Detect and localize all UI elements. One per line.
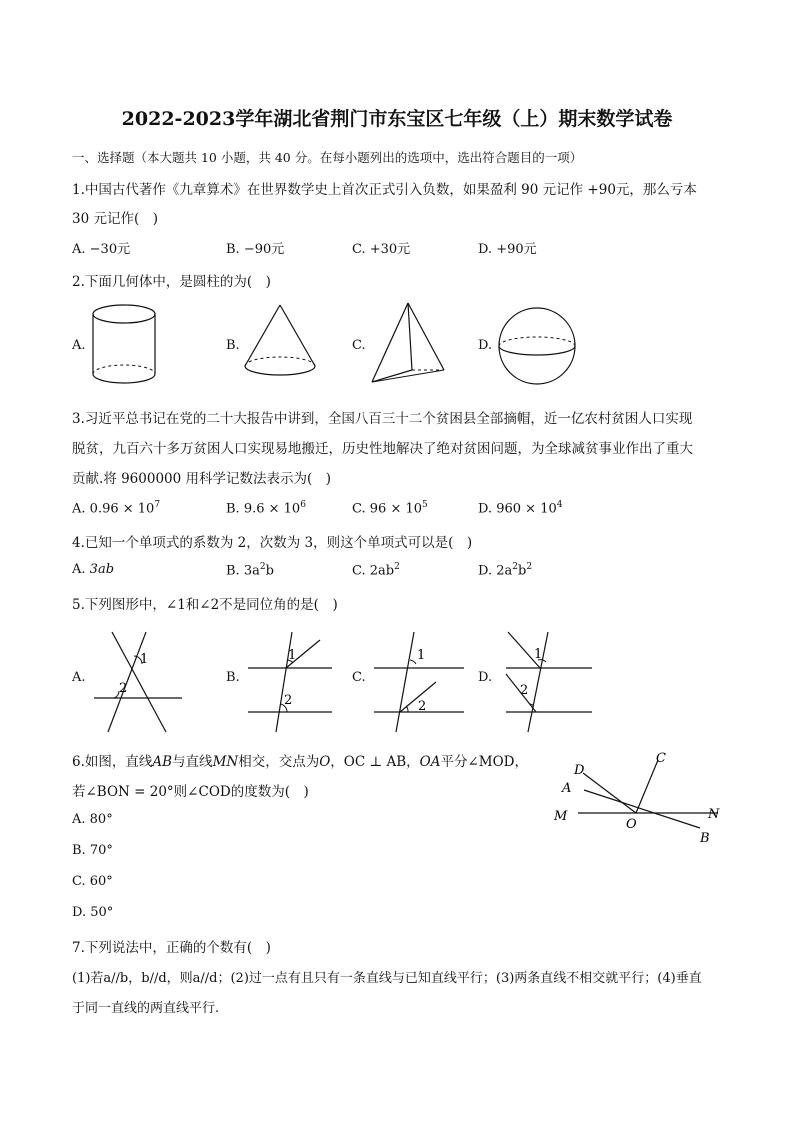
q2-label-a[interactable]: A. <box>72 338 86 353</box>
angle-2-label: 2 <box>520 683 529 698</box>
q5-stem: 5.下列图形中，∠1和∠2不是同位角的是( ) <box>72 597 338 613</box>
fig-label-m: M <box>554 809 568 824</box>
fig-label-b: B <box>700 831 710 846</box>
pyramid-icon <box>368 298 448 388</box>
q6-text: 平分∠MOD， <box>440 754 528 770</box>
angle-2-label: 2 <box>284 693 293 708</box>
q6-figure <box>548 748 738 848</box>
angle-1-label: 1 <box>288 648 297 663</box>
option-exponent: 6 <box>300 500 306 510</box>
q2-label-c[interactable]: C. <box>352 338 366 353</box>
option-expression-tail: b <box>518 563 527 579</box>
q4-option-a[interactable] <box>72 562 114 577</box>
option-exponent: 7 <box>154 500 161 510</box>
angle-2-label: 2 <box>119 681 128 696</box>
q6-option-a[interactable]: A. 80° <box>72 812 113 827</box>
sphere-icon <box>496 305 578 387</box>
q5-label-b[interactable]: B. <box>226 670 240 685</box>
q7-line1: (1)若a//b，b//d，则a//d；(2)过一点有且只有一条直线与已知直线平行；(3)两条直线不相交就平行；(4)垂直 <box>72 971 702 986</box>
page-title: 2022-2023学年湖北省荆门市东宝区七年级（上）期末数学试卷 <box>121 108 673 130</box>
q7-stem: 7.下列说法中，正确的个数有( ) <box>72 940 271 956</box>
q7-line2: 于同一直线的两直线平行. <box>72 1001 220 1016</box>
fig-label-a: A <box>562 781 572 796</box>
q5-figure-d <box>502 628 596 736</box>
option-base: 96 × 10 <box>369 501 423 517</box>
fig-label-n: N <box>708 807 720 822</box>
cylinder-icon <box>86 300 162 388</box>
option-expression-tail: b <box>265 563 274 579</box>
fig-label-o: O <box>626 817 637 832</box>
q3-option-b[interactable] <box>226 500 306 516</box>
q6-text: ，OC ⊥ AB， <box>330 754 420 770</box>
option-label: A. <box>72 501 86 517</box>
section-heading: 一、选择题（本大题共 10 小题，共 40 分。在每小题列出的选项中，选出符合题目的一项） <box>72 150 583 165</box>
option-label: B. <box>226 501 240 517</box>
q4-stem: 4.已知一个单项式的系数为 2，次数为 3，则这个单项式可以是( ) <box>72 535 473 551</box>
q3-option-d[interactable] <box>478 500 562 516</box>
option-label: B. <box>226 563 240 579</box>
option-exponent: 5 <box>422 500 428 510</box>
option-expression: 2a <box>496 563 513 579</box>
option-label: C. <box>352 501 366 517</box>
q1-option-a[interactable]: A. −30元 <box>72 242 131 257</box>
q6-var: MN <box>212 754 239 770</box>
option-exponent: 2 <box>526 562 533 572</box>
q6-text: 与直线 <box>172 754 213 770</box>
angle-1-label: 1 <box>140 652 149 667</box>
q6-var: AB <box>152 754 173 770</box>
option-expression: 3ab <box>89 562 115 577</box>
q3-line2: 脱贫，九百六十多万贫困人口实现易地搬迁，历史性地解决了绝对贫困问题，为全球减贫事业作出了重大 <box>72 441 693 457</box>
angle-1-label: 1 <box>417 648 426 663</box>
q1-line2: 30 元记作( ) <box>72 211 159 227</box>
q3-line1: 3.习近平总书记在党的二十大报告中讲到，全国八百三十二个贫困县全部摘帽，近一亿农村贫困人口实现 <box>72 411 693 427</box>
option-base: 960 × 10 <box>496 501 557 517</box>
q6-option-b[interactable]: B. 70° <box>72 843 113 858</box>
option-label: A. <box>72 562 86 577</box>
q5-figure-b <box>246 628 336 736</box>
q4-option-b[interactable] <box>226 562 274 578</box>
q5-label-c[interactable]: C. <box>352 670 366 685</box>
q6-var: OA <box>419 754 441 770</box>
q1-line1: 1.中国古代著作《九章算术》在世界数学史上首次正式引入负数，如果盈利 90 元记作 +90元，那么亏本 <box>72 182 697 198</box>
q1-option-c[interactable]: C. +30元 <box>352 242 411 257</box>
q6-text: 6.如图，直线 <box>72 754 153 770</box>
option-exponent: 2 <box>512 562 518 572</box>
q2-label-d[interactable]: D. <box>478 338 493 353</box>
q6-line1 <box>72 750 528 770</box>
q6-line2: 若∠BON = 20°则∠COD的度数为( ) <box>72 784 309 800</box>
option-base: 9.6 × 10 <box>243 501 301 517</box>
fig-label-c: C <box>656 751 666 766</box>
option-base: 0.96 × 10 <box>89 501 155 517</box>
q5-label-d[interactable]: D. <box>478 670 493 685</box>
q6-text: 相交，交点为 <box>238 754 320 770</box>
angle-2-label: 2 <box>418 699 427 714</box>
fig-label-d: D <box>574 763 585 778</box>
option-expression: 2ab <box>369 563 395 579</box>
option-label: C. <box>352 563 366 579</box>
q4-option-d[interactable] <box>478 562 532 578</box>
q1-option-d[interactable]: D. +90元 <box>478 242 537 257</box>
q5-label-a[interactable]: A. <box>72 670 86 685</box>
option-label: D. <box>478 563 493 579</box>
option-exponent: 2 <box>259 562 266 572</box>
q6-option-d[interactable]: D. 50° <box>72 905 114 920</box>
q5-figure-c <box>370 628 466 736</box>
q6-var: O <box>319 754 331 770</box>
q6-option-c[interactable]: C. 60° <box>72 874 113 889</box>
q2-stem: 2.下面几何体中，是圆柱的为( ) <box>72 274 271 290</box>
option-exponent: 4 <box>556 500 563 510</box>
cone-icon <box>240 300 320 386</box>
q3-option-a[interactable] <box>72 500 160 516</box>
q5-figure-a <box>88 628 188 736</box>
option-expression: 3a <box>243 563 260 579</box>
option-label: D. <box>478 501 493 517</box>
q4-option-c[interactable] <box>352 562 400 578</box>
option-exponent: 2 <box>394 562 400 572</box>
q2-label-b[interactable]: B. <box>226 338 240 353</box>
q3-option-c[interactable] <box>352 500 428 516</box>
q1-option-b[interactable]: B. −90元 <box>226 242 285 257</box>
q3-line3: 贡献.将 9600000 用科学记数法表示为( ) <box>72 471 332 487</box>
angle-1-label: 1 <box>534 647 543 662</box>
